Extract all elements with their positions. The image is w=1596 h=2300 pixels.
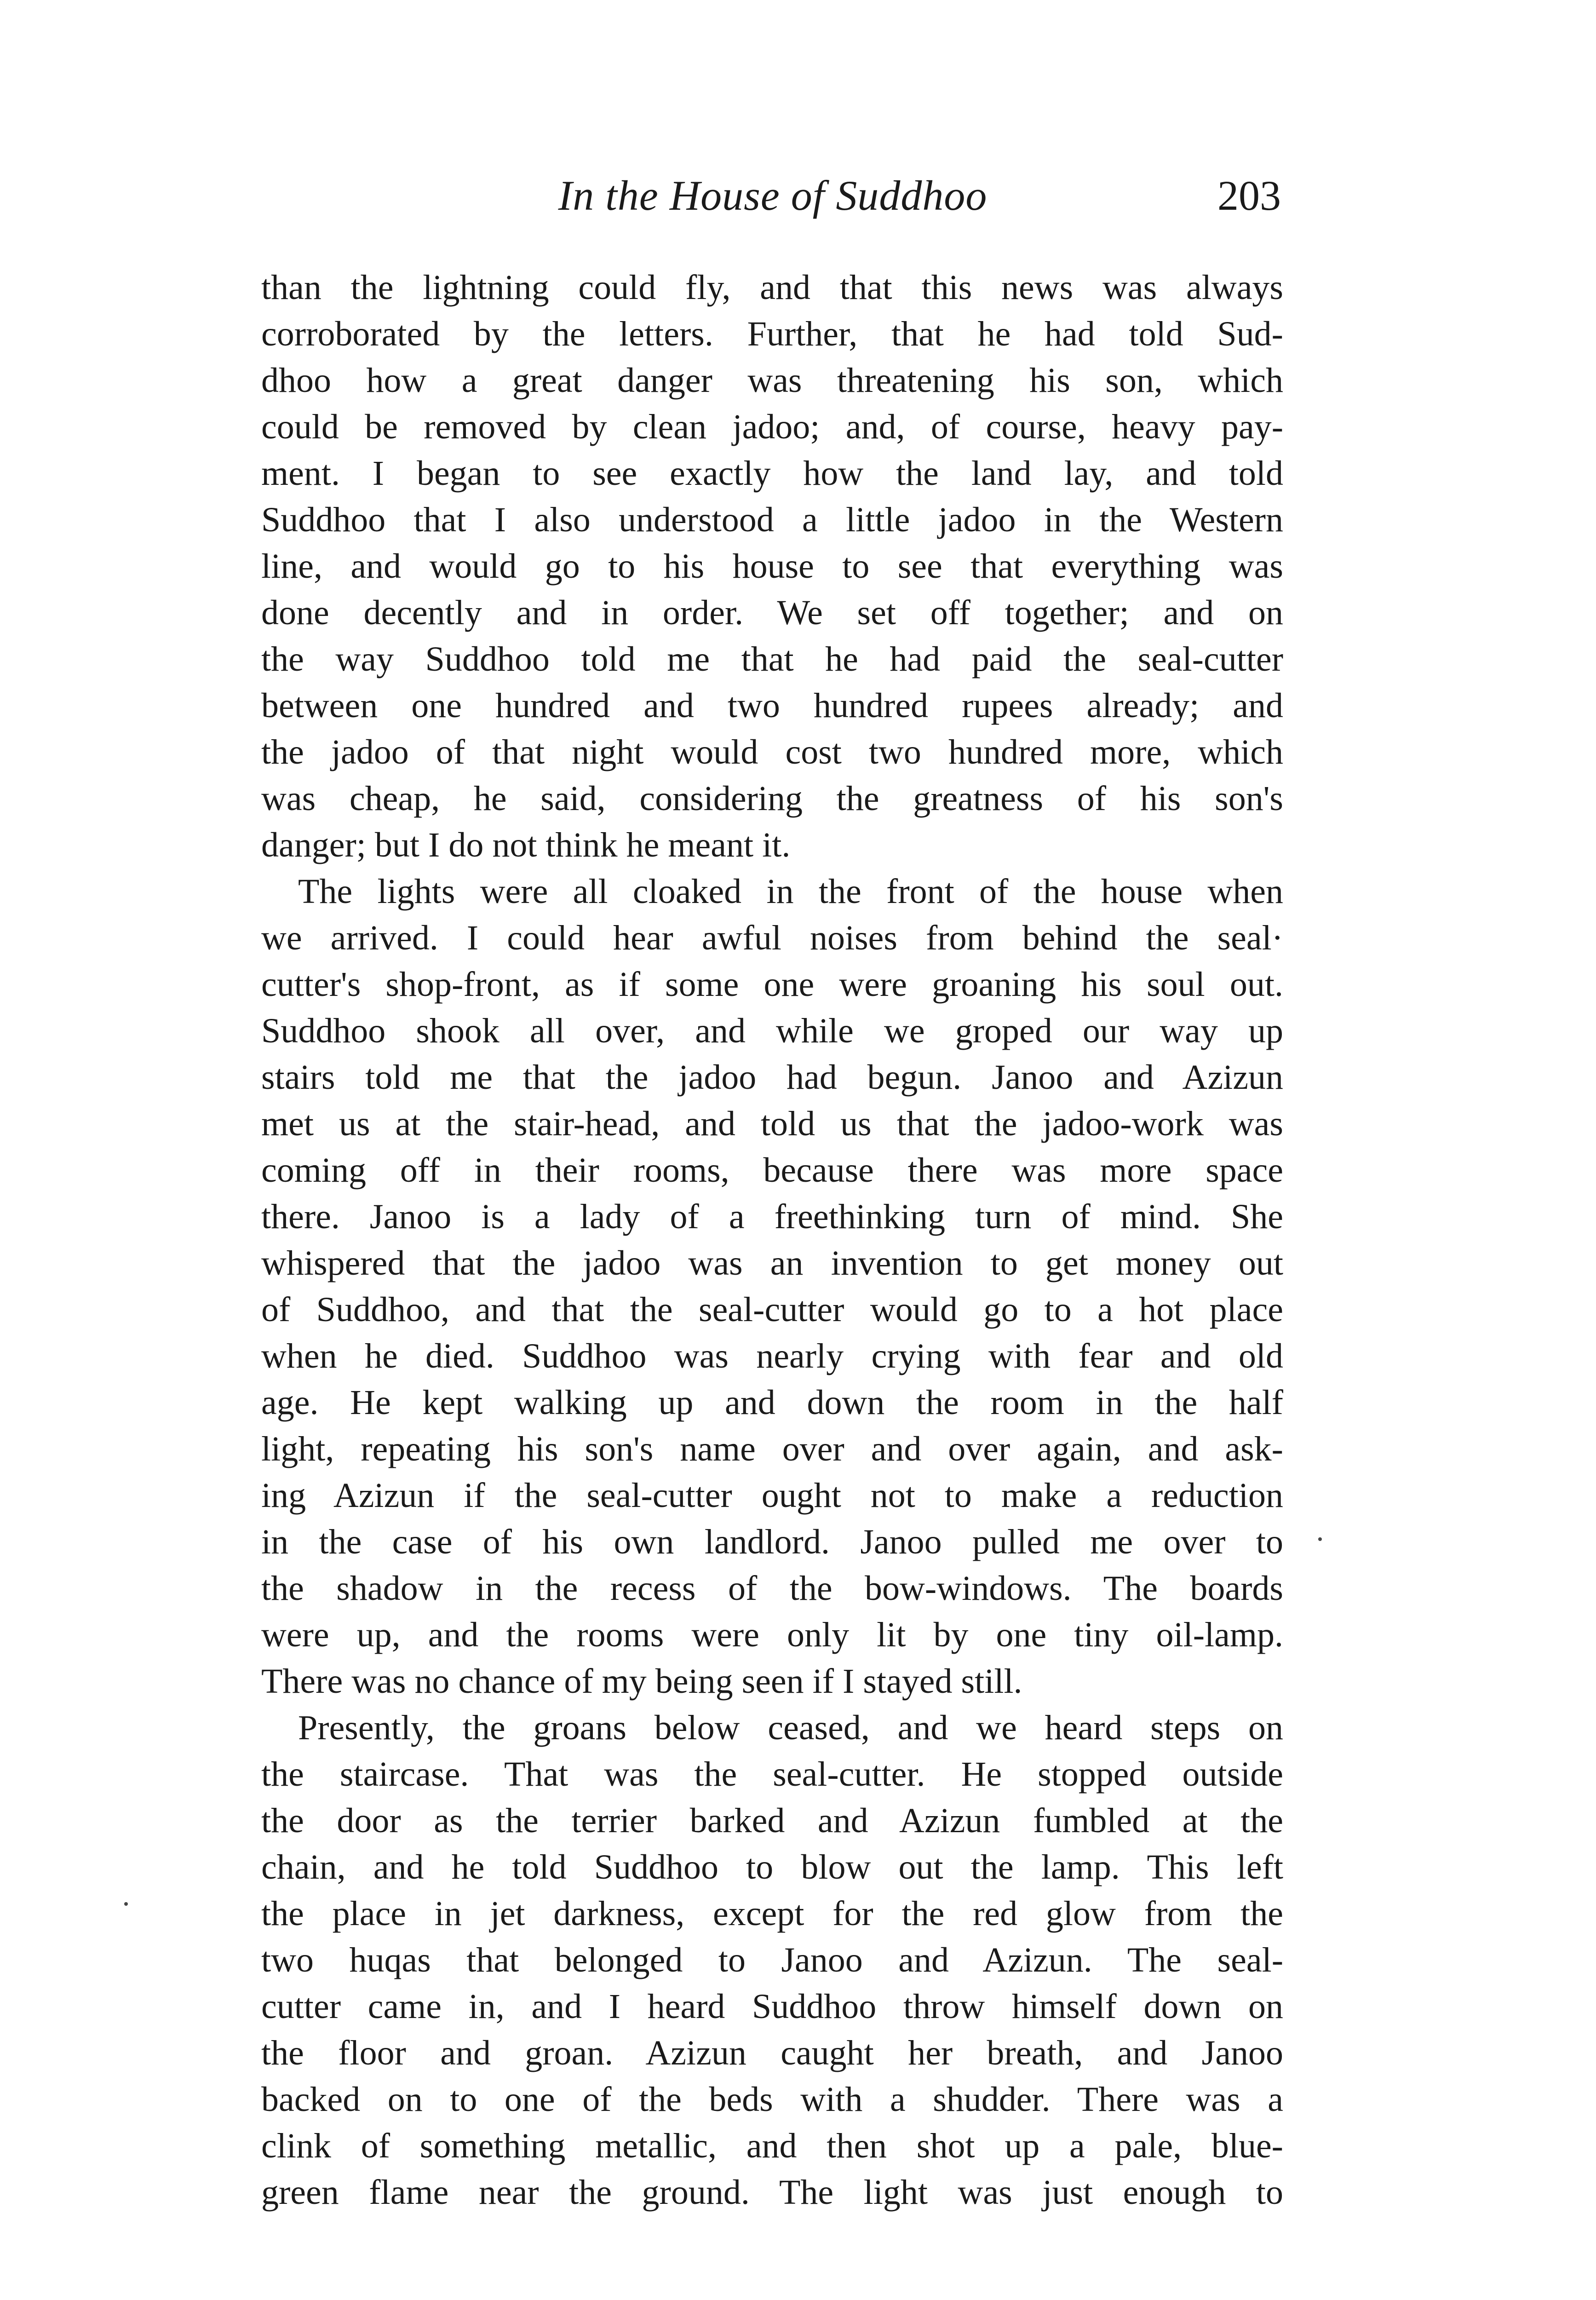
text-line: ment. I began to see exactly how the land lay, and told [261,454,1283,493]
text-line: The lights were all cloaked in the front of the house when [298,872,1283,911]
text-line: met us at the stair-head, and told us that the jadoo-work was [261,1104,1283,1143]
text-line: coming off in their rooms, because there was more space [261,1151,1283,1190]
text-line: we arrived. I could hear awful noises from behind the seal· [261,919,1283,957]
text-line: the door as the terrier barked and Azizun fumbled at the [261,1801,1283,1840]
text-line: the place in jet darkness, except for the red glow from the [261,1894,1283,1933]
text-line: of Suddhoo, and that the seal-cutter would go to a hot place [261,1290,1283,1329]
text-line: line, and would go to his house to see that everything was [261,547,1283,586]
text-line: There was no chance of my being seen if I stayed still. [261,1662,1022,1701]
text-line: were up, and the rooms were only lit by one tiny oil-lamp. [261,1616,1283,1654]
text-line: was cheap, he said, considering the greatness of his son's [261,779,1283,818]
text-line: Suddhoo shook all over, and while we groped our way up [261,1012,1283,1050]
text-line: chain, and he told Suddhoo to blow out the lamp. This left [261,1848,1283,1886]
page-number: 203 [1217,172,1281,219]
text-line: green flame near the ground. The light was just enough to [261,2173,1283,2212]
paragraph-2 [261,868,1283,1705]
text-line: whispered that the jadoo was an invention to get money out [261,1244,1283,1282]
text-line: backed on to one of the beds with a shudder. There was a [261,2080,1283,2119]
text-line: clink of something metallic, and then shot up a pale, blue- [261,2127,1283,2165]
text-line: Presently, the groans below ceased, and we heard steps on [298,1708,1283,1747]
text-line: the jadoo of that night would cost two hundred more, which [261,733,1283,771]
text-line: than the lightning could fly, and that this news was always [261,268,1283,307]
text-line: could be removed by clean jadoo; and, of course, heavy pay- [261,408,1283,446]
text-line: stairs told me that the jadoo had begun. Janoo and Azizun [261,1058,1283,1097]
text-line: in the case of his own landlord. Janoo pulled me over to [261,1523,1283,1561]
page-speck [1318,1537,1322,1541]
text-line: corroborated by the letters. Further, that he had told Sud- [261,315,1283,353]
text-line: there. Janoo is a lady of a freethinking turn of mind. She [261,1197,1283,1236]
text-line: danger; but I do not think he meant it. [261,826,791,864]
text-line: light, repeating his son's name over and over again, and ask- [261,1430,1283,1468]
text-line: the way Suddhoo told me that he had paid the seal-cutter [261,640,1283,678]
text-line: the staircase. That was the seal-cutter. He stopped outside [261,1755,1283,1794]
running-title: In the House of Suddhoo [558,172,987,219]
text-line: Suddhoo that I also understood a little jadoo in the Western [261,500,1283,539]
body-text [261,264,1283,2216]
running-head [264,168,1281,228]
text-line: between one hundred and two hundred rupees already; and [261,686,1283,725]
text-line: when he died. Suddhoo was nearly crying with fear and old [261,1337,1283,1375]
page-speck [124,1902,128,1906]
text-line: cutter came in, and I heard Suddhoo throw himself down on [261,1987,1283,2026]
text-line: cutter's shop-front, as if some one were groaning his soul out. [261,965,1283,1004]
text-line: the shadow in the recess of the bow-windows. The boards [261,1569,1283,1608]
paragraph-3 [261,1705,1283,2216]
text-line: age. He kept walking up and down the room in the half [261,1383,1283,1422]
text-line: dhoo how a great danger was threatening his son, which [261,361,1283,400]
text-line: the floor and groan. Azizun caught her breath, and Janoo [261,2034,1283,2072]
text-line: ing Azizun if the seal-cutter ought not to make a reduction [261,1476,1283,1515]
text-line: done decently and in order. We set off together; and on [261,593,1283,632]
paragraph-1 [261,264,1283,868]
text-line: two huqas that belonged to Janoo and Azizun. The seal- [261,1941,1283,1979]
